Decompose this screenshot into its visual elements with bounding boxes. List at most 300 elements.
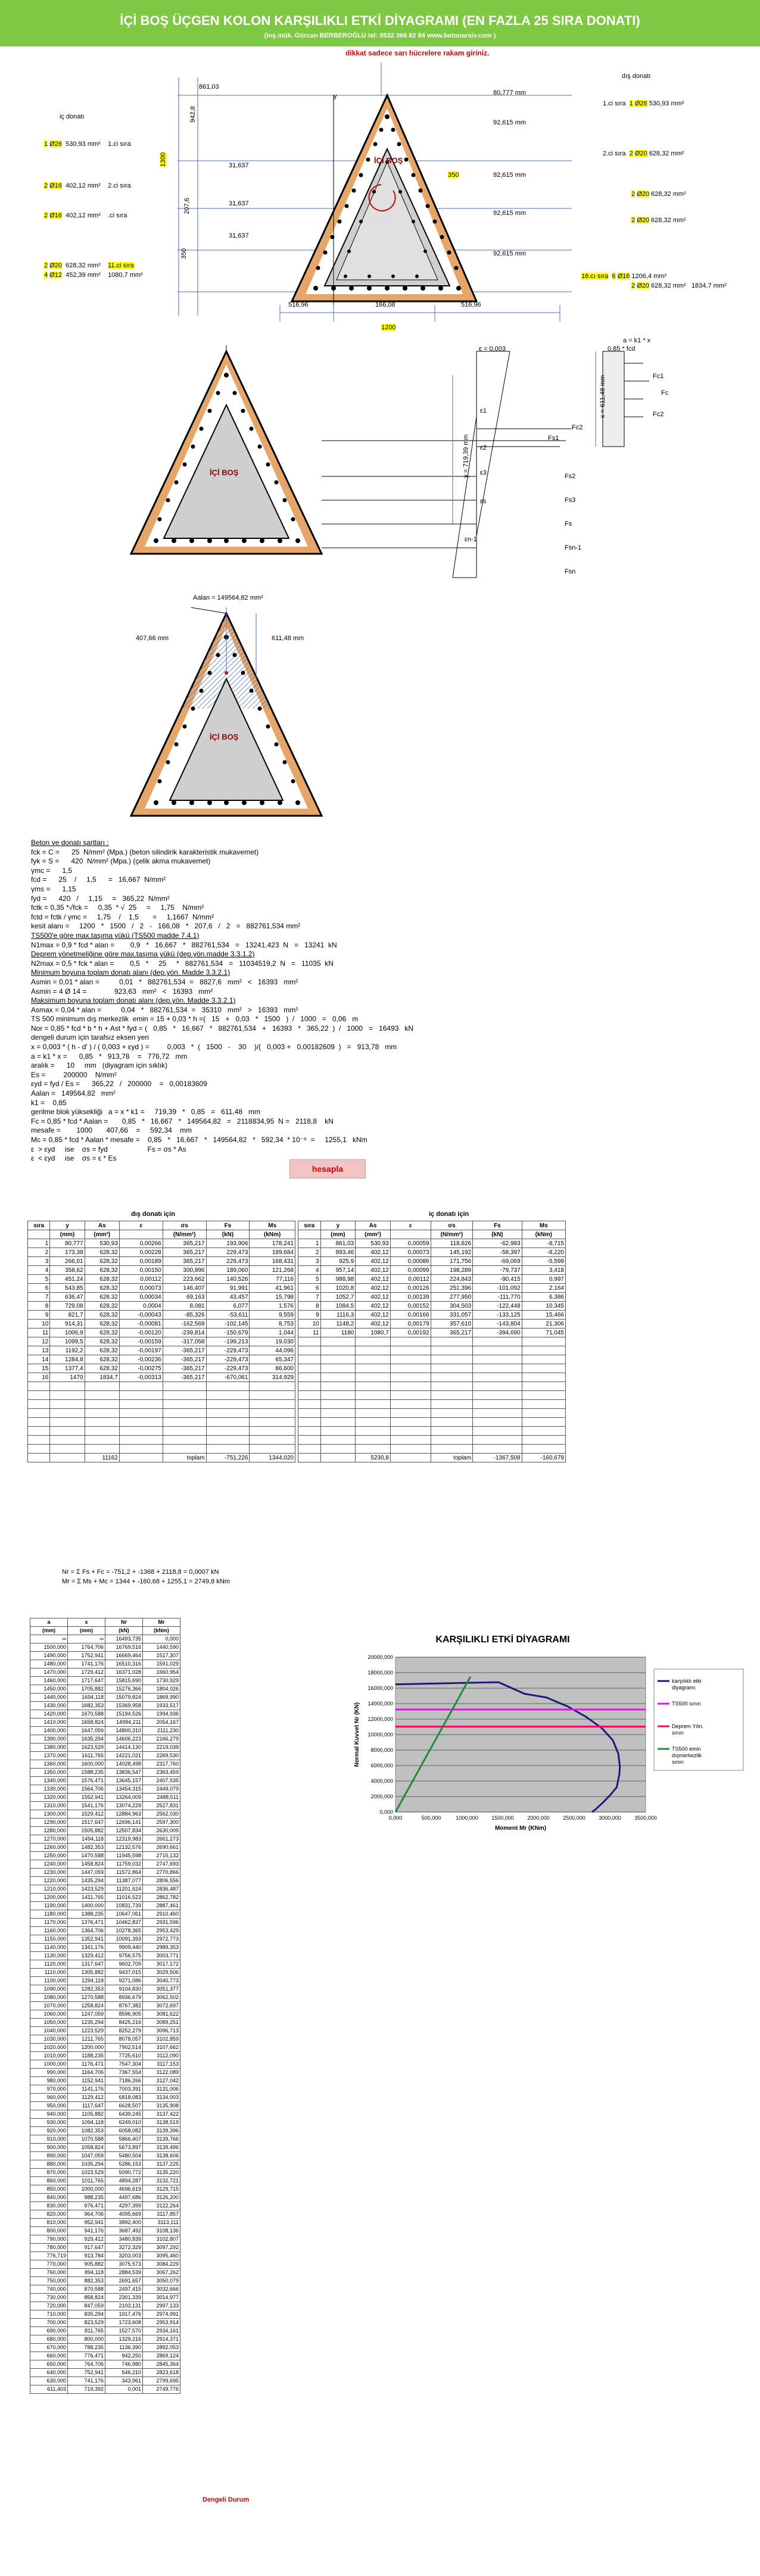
table-cell: 1430,000	[30, 1702, 68, 1710]
table-cell: 530,93	[85, 1239, 119, 1248]
table-cell: 3050,079	[143, 2277, 180, 2285]
table-cell: 12884,963	[105, 1810, 143, 1819]
table-cell: 0,00073	[119, 1284, 163, 1293]
table-row	[30, 2202, 180, 2210]
table-row	[30, 2194, 180, 2202]
table-cell: 0,00112	[119, 1275, 163, 1284]
table-cell: 1329,216	[105, 2335, 143, 2344]
table-cell: 746,980	[105, 2360, 143, 2369]
table-cell: 8	[298, 1302, 321, 1311]
table-cell: 2823,618	[143, 2369, 180, 2377]
table-cell: 2111,230	[143, 1727, 180, 1735]
table-row	[30, 1877, 180, 1885]
table-cell: -85,326	[163, 1311, 206, 1320]
table-row	[28, 1364, 295, 1373]
force-fc: Fc	[661, 389, 669, 397]
table-row	[30, 2127, 180, 2135]
table-cell: 1080,000	[30, 1994, 68, 2002]
table-cell: 1460,000	[30, 1677, 68, 1685]
table-cell: 788,235	[68, 2344, 105, 2352]
table-cell: 800,000	[68, 2335, 105, 2344]
col-header: sıra	[28, 1221, 50, 1230]
force-fs1: Fs1	[548, 435, 559, 442]
dim-inner-b: 31,637	[229, 200, 249, 207]
table-cell: 3129,715	[143, 2185, 180, 2194]
table-cell: 3272,329	[105, 2244, 143, 2252]
table-cell: 1284,8	[50, 1355, 85, 1364]
table-cell: 950,000	[30, 2102, 68, 2110]
table-row	[30, 2185, 180, 2194]
table-cell: 2597,300	[143, 1819, 180, 1827]
table-cell: -79,737	[473, 1266, 522, 1275]
table-cell: 1660,954	[143, 1669, 180, 1677]
table-cell: 5286,153	[105, 2160, 143, 2169]
table-cell: 1,576	[250, 1302, 295, 1311]
force-fs: Fs	[565, 520, 572, 528]
table-cell: 1105,882	[68, 2110, 105, 2119]
table-cell: 2972,773	[143, 1935, 180, 1944]
table-cell: 988,98	[320, 1275, 356, 1284]
table-cell: 890,000	[30, 2152, 68, 2160]
table-cell: 1150,000	[30, 1935, 68, 1944]
table-cell: 1588,235	[68, 1769, 105, 1777]
table-cell: 10278,365	[105, 1927, 143, 1935]
dim-h-top: 942,8	[189, 106, 197, 123]
table-cell: 12319,983	[105, 1835, 143, 1844]
table-cell: 402,12	[356, 1311, 391, 1320]
total-label: toplam	[431, 1454, 473, 1462]
table-cell: 1682,353	[68, 1702, 105, 1710]
table-cell: 920,000	[30, 2127, 68, 2135]
y-tick-label: 14000,000	[367, 1701, 393, 1707]
table-cell: 2749,776	[143, 2385, 180, 2394]
page-title: İÇİ BOŞ ÜÇGEN KOLON KARŞILIKLI ETKİ DİYAGRAMI (EN FAZLA 25 SIRA DONATI)	[120, 13, 640, 28]
table-cell: 6,077	[206, 1302, 250, 1311]
table-cell: 940,000	[30, 2110, 68, 2119]
table-cell: 3089,251	[143, 2019, 180, 2027]
table-cell: 1670,588	[68, 1710, 105, 1719]
table-cell: 146,407	[163, 1284, 206, 1293]
table-row	[30, 2319, 180, 2327]
y-tick-label: 12000,000	[367, 1716, 393, 1722]
table-cell: 764,706	[68, 2360, 105, 2369]
table-cell: 942,250	[105, 2352, 143, 2360]
table-cell: 121,268	[250, 1266, 295, 1275]
table-cell: 365,217	[163, 1248, 206, 1257]
table-row	[30, 2069, 180, 2077]
table-cell: 1176,471	[68, 2060, 105, 2069]
table-row	[30, 1744, 180, 1752]
table-cell: 1170,000	[30, 1919, 68, 1927]
table-cell: 2799,695	[143, 2377, 180, 2385]
table-row	[30, 1902, 180, 1910]
table-cell: 700,000	[30, 2319, 68, 2327]
col-header: σs	[163, 1221, 206, 1230]
table-cell: -0,00043	[119, 1311, 163, 1320]
table-cell: 741,176	[68, 2377, 105, 2385]
table-cell: 2166,279	[143, 1735, 180, 1744]
inner-rebar-heading: iç donatı	[60, 113, 85, 120]
table-cell: 4	[298, 1266, 321, 1275]
table-row	[30, 1952, 180, 1960]
table-row	[30, 1702, 180, 1710]
unit-header: (mm²)	[356, 1230, 391, 1239]
table-row	[30, 1852, 180, 1860]
table-cell: 8252,279	[105, 2027, 143, 2035]
table-cell: 1741,176	[68, 1660, 105, 1669]
interaction-table	[30, 1618, 180, 2394]
table-cell: 16	[28, 1373, 50, 1382]
table-cell: 0,0004	[119, 1302, 163, 1311]
void-label-1: İÇİ BOŞ	[374, 156, 403, 165]
table-cell: 41,961	[250, 1284, 295, 1293]
dim-inner-top[interactable]: 350	[448, 171, 459, 179]
table-row	[28, 1311, 295, 1320]
table-row	[30, 1794, 180, 1802]
legend-label: TS500 sınırı	[672, 1701, 702, 1707]
table-cell: 1140,000	[30, 1944, 68, 1952]
table-cell: 1376,471	[68, 1919, 105, 1927]
table-cell: 9	[298, 1311, 321, 1320]
table-cell: 1180	[320, 1328, 356, 1337]
table-cell: 1290,000	[30, 1819, 68, 1827]
table-row	[30, 2135, 180, 2144]
table-cell: 1377,4	[50, 1364, 85, 1373]
table-row	[30, 2102, 180, 2110]
table-cell: 3102,859	[143, 2035, 180, 2044]
table-cell: 358,62	[50, 1266, 85, 1275]
table-cell: 2836,487	[143, 1885, 180, 1894]
table-cell: 14994,211	[105, 1719, 143, 1727]
table-cell: 91,991	[206, 1284, 250, 1293]
unit-header: (kNm)	[250, 1230, 295, 1239]
table-cell: 640,000	[30, 2369, 68, 2377]
table-row	[30, 2277, 180, 2285]
table-cell: 3067,262	[143, 2269, 180, 2277]
table-cell: 0,00059	[390, 1239, 431, 1248]
table-cell: -229,473	[206, 1355, 250, 1364]
table-cell: 402,12	[356, 1302, 391, 1311]
outer-rebar-table	[27, 1221, 295, 1462]
table-cell: 15,798	[250, 1293, 295, 1302]
table-cell: 6058,082	[105, 2127, 143, 2135]
table-cell: 189,060	[206, 1266, 250, 1275]
table-cell: 11	[298, 1328, 321, 1337]
table-cell: 145,192	[431, 1248, 473, 1257]
table-row	[30, 2010, 180, 2019]
table-cell: 670,000	[30, 2344, 68, 2352]
table-cell: 1423,529	[68, 1885, 105, 1894]
table-cell: 19,030	[250, 1337, 295, 1346]
table-cell: 2269,530	[143, 1752, 180, 1760]
table-cell: 15369,958	[105, 1702, 143, 1710]
table-cell: 960,000	[30, 2094, 68, 2102]
table-cell: 1080,7	[356, 1328, 391, 1337]
table-cell: 1400,000	[68, 1902, 105, 1910]
table-cell: 0,00189	[119, 1257, 163, 1266]
inner-rebar-table	[298, 1221, 566, 1462]
table-cell: 1411,765	[68, 1894, 105, 1902]
table-cell: 8	[28, 1302, 50, 1311]
table-cell: 1010,000	[30, 2052, 68, 2060]
table-cell: 1047,059	[68, 2152, 105, 2160]
table-cell: 543,85	[50, 1284, 85, 1293]
table-cell: 1330,000	[30, 1785, 68, 1794]
table-cell: 628,32	[85, 1248, 119, 1257]
table-cell: 16510,316	[105, 1660, 143, 1669]
table-cell: 3029,506	[143, 1969, 180, 1977]
inner-table-title: iç donatı için	[429, 1211, 469, 1218]
table-cell: 3138,606	[143, 2152, 180, 2160]
table-cell: 4095,669	[105, 2210, 143, 2219]
table-cell: 10	[298, 1320, 321, 1328]
table-cell: 2219,039	[143, 1744, 180, 1752]
table-cell: 13645,157	[105, 1777, 143, 1785]
unit-header: (N/mm²)	[431, 1230, 473, 1239]
table-cell: 1600,000	[68, 1760, 105, 1769]
table-cell: 1527,570	[105, 2327, 143, 2335]
table-row	[30, 1994, 180, 2002]
table-row	[30, 2269, 180, 2277]
table-cell: 2661,273	[143, 1835, 180, 1844]
table-cell: 850,000	[30, 2185, 68, 2194]
table-cell: 14	[28, 1355, 50, 1364]
table-cell: 1117,647	[68, 2102, 105, 2110]
unit-header: (mm)	[50, 1230, 85, 1239]
table-cell: 1060,000	[30, 2010, 68, 2019]
table-row	[30, 2327, 180, 2335]
dim-base-m: 166,08	[375, 301, 395, 308]
table-cell: 402,12	[356, 1293, 391, 1302]
table-cell: 0,00126	[390, 1284, 431, 1293]
table-cell: 1082,353	[68, 2127, 105, 2135]
table-cell: 1260,000	[30, 1844, 68, 1852]
table-cell: -0,00313	[119, 1373, 163, 1382]
table-cell: 5090,772	[105, 2169, 143, 2177]
table-cell: 1505,882	[68, 1827, 105, 1835]
warning-text: dikkat sadece sarı hücrelere rakam giriniz.	[345, 49, 490, 57]
table-row	[28, 1284, 295, 1293]
table-row	[30, 1827, 180, 1835]
table-cell: -102,145	[206, 1320, 250, 1328]
table-cell: 229,473	[206, 1257, 250, 1266]
table-cell: 3117,857	[143, 2210, 180, 2219]
dim-base-l: 516,96	[288, 301, 309, 308]
table-cell: 140,526	[206, 1275, 250, 1284]
table-cell: 3108,136	[143, 2227, 180, 2235]
table-cell: 277,950	[431, 1293, 473, 1302]
a-equation: a = k1 * x	[623, 337, 651, 344]
table-cell: 0,00179	[390, 1320, 431, 1328]
table-cell: 2747,693	[143, 1860, 180, 1869]
table-cell: 3097,292	[143, 2244, 180, 2252]
table-cell: 2974,991	[143, 2310, 180, 2319]
table-cell: 810,000	[30, 2219, 68, 2227]
table-row	[30, 2227, 180, 2235]
table-cell: -58,397	[473, 1248, 522, 1257]
table-cell: 1129,412	[68, 2094, 105, 2102]
table-row	[30, 1694, 180, 1702]
table-cell: 3117,153	[143, 2060, 180, 2069]
chart-svg	[330, 1645, 759, 1878]
table-cell: 8,753	[250, 1320, 295, 1328]
table-cell: -0,00236	[119, 1355, 163, 1364]
x-tick-label: 1500,000	[491, 1815, 514, 1821]
table-cell: 1040,000	[30, 2027, 68, 2035]
table-row	[30, 2219, 180, 2227]
table-cell: 830,000	[30, 2202, 68, 2210]
dim-h-total[interactable]: 1300	[160, 152, 167, 167]
dim-d3: 92,615 mm	[493, 171, 527, 179]
table-row	[298, 1320, 566, 1328]
table-cell: 1341,176	[68, 1944, 105, 1952]
table-cell: -101,092	[473, 1284, 522, 1293]
table-cell: 1305,882	[68, 1969, 105, 1977]
table-cell: 900,000	[30, 2144, 68, 2152]
col-header: Fs	[473, 1221, 522, 1230]
table-row	[30, 2302, 180, 2310]
table-cell: 680,000	[30, 2335, 68, 2344]
col-header: Fs	[206, 1221, 250, 1230]
inner-row-2: 2 Ø16 402,12 mm² 2.ci sıra	[44, 182, 131, 189]
unit-header: (mm²)	[85, 1230, 119, 1239]
table-cell: 0,00192	[390, 1328, 431, 1337]
table-row	[30, 2027, 180, 2035]
table-cell: 628,32	[85, 1302, 119, 1311]
dim-base-total[interactable]: 1200	[381, 324, 396, 331]
legend-label: TS500 emin dışmerkezlik sınırı	[672, 1746, 702, 1765]
table-cell: 990,000	[30, 2069, 68, 2077]
table-cell: 893,46	[320, 1248, 356, 1257]
table-row	[30, 1969, 180, 1977]
table-cell: 628,32	[85, 1284, 119, 1293]
table-row	[30, 2377, 180, 2385]
table-cell: 894,118	[68, 2269, 105, 2277]
table-cell: -150,679	[206, 1328, 250, 1337]
table-cell: 1235,294	[68, 2019, 105, 2027]
table-cell: 821,7	[50, 1311, 85, 1320]
table-cell: 1458,824	[68, 1860, 105, 1869]
table-row	[28, 1275, 295, 1284]
table-cell: 1211,765	[68, 2035, 105, 2044]
table-cell: 3139,766	[143, 2135, 180, 2144]
table-cell: 3687,492	[105, 2227, 143, 2235]
table-cell: 914,31	[50, 1320, 85, 1328]
table-cell: 6	[28, 1284, 50, 1293]
table-cell: 1190,000	[30, 1902, 68, 1910]
table-cell: 790,000	[30, 2235, 68, 2244]
table-cell: 1340,000	[30, 1777, 68, 1785]
table-cell: 628,32	[85, 1293, 119, 1302]
total-ms: -160,679	[522, 1454, 565, 1462]
table-cell: 229,473	[206, 1248, 250, 1257]
table-cell: 15	[28, 1364, 50, 1373]
table-cell: -317,058	[163, 1337, 206, 1346]
table-cell: 2953,914	[143, 2319, 180, 2327]
table-cell: 1352,941	[68, 1935, 105, 1944]
x-tick-label: 2500,000	[563, 1815, 585, 1821]
table-cell: 870,000	[30, 2169, 68, 2177]
table-cell: 3132,721	[143, 2177, 180, 2185]
table-cell: 1576,471	[68, 1777, 105, 1785]
inner-row-4: 2 Ø20 628,32 mm² 11.ci sıra	[44, 262, 134, 269]
table-cell: 365,217	[163, 1239, 206, 1248]
table-cell: 1200,000	[30, 1894, 68, 1902]
table-cell: 0,00152	[390, 1302, 431, 1311]
table-cell: 2317,760	[143, 1760, 180, 1769]
table-cell: 690,000	[30, 2327, 68, 2335]
table-cell: 530,93	[356, 1239, 391, 1248]
table-cell: 11572,864	[105, 1869, 143, 1877]
interaction-chart	[330, 1635, 759, 1885]
table-cell: 3084,229	[143, 2260, 180, 2269]
table-cell: 7902,514	[105, 2044, 143, 2052]
table-row	[30, 2169, 180, 2177]
total-ms: 1344,020	[250, 1454, 295, 1462]
table-cell: 1160,000	[30, 1927, 68, 1935]
total-as: 11162	[85, 1454, 119, 1462]
table-cell: 198,289	[431, 1266, 473, 1275]
x-tick-label: 0,000	[388, 1815, 403, 1821]
page-subtitle: (inş.mük. Gürcan BERBEROĞLU tel: 0532 366 82 84 www.betonarsiv.com )	[264, 32, 496, 39]
x-tick-label: 2000,000	[527, 1815, 550, 1821]
force-fs3: Fs3	[565, 497, 576, 504]
unit-header: (kN)	[473, 1230, 522, 1239]
table-cell: 2691,657	[105, 2277, 143, 2285]
table-cell: 65,347	[250, 1355, 295, 1364]
table-cell: 917,647	[68, 2244, 105, 2252]
table-cell: 3040,773	[143, 1977, 180, 1985]
table-cell: 2884,539	[105, 2269, 143, 2277]
y-tick-label: 2000,000	[370, 1794, 393, 1800]
compression-depth-label: 611,48 mm	[272, 635, 304, 642]
table-cell: 1110,000	[30, 1969, 68, 1977]
calculate-button[interactable]: hesapla	[289, 1159, 366, 1178]
table-cell: 16669,464	[105, 1652, 143, 1660]
table-cell: 8767,382	[105, 2002, 143, 2010]
table-cell: 0,00086	[390, 1257, 431, 1266]
table-cell: 1084,5	[320, 1302, 356, 1311]
col-header: x	[68, 1618, 105, 1627]
table-cell: 7725,610	[105, 2052, 143, 2060]
table-cell: 3137,225	[143, 2160, 180, 2169]
table-cell: 304,503	[431, 1302, 473, 1311]
table-cell: 628,32	[85, 1311, 119, 1320]
table-cell: 3203,003	[105, 2252, 143, 2260]
strain-e3: ε3	[480, 469, 487, 476]
table-cell: 1230,000	[30, 1869, 68, 1877]
table-cell: 905,882	[68, 2260, 105, 2269]
table-cell: 402,12	[356, 1248, 391, 1257]
table-cell: 6628,507	[105, 2102, 143, 2110]
table-cell: 1294,118	[68, 1977, 105, 1985]
table-row	[30, 1677, 180, 1685]
unit-header	[28, 1230, 50, 1239]
table-cell: 1370,000	[30, 1752, 68, 1760]
table-cell: 2301,339	[105, 2294, 143, 2302]
table-cell: 3122,264	[143, 2202, 180, 2210]
table-cell: 2497,415	[105, 2285, 143, 2294]
table-cell: 402,12	[356, 1266, 391, 1275]
table-cell: 10091,393	[105, 1935, 143, 1944]
table-cell: 880,000	[30, 2160, 68, 2169]
table-cell: 189,684	[250, 1248, 295, 1257]
table-cell: 3131,006	[143, 2085, 180, 2094]
table-row	[298, 1293, 566, 1302]
table-cell: 1470,588	[68, 1852, 105, 1860]
table-row	[28, 1346, 295, 1355]
table-cell: 224,843	[431, 1275, 473, 1284]
